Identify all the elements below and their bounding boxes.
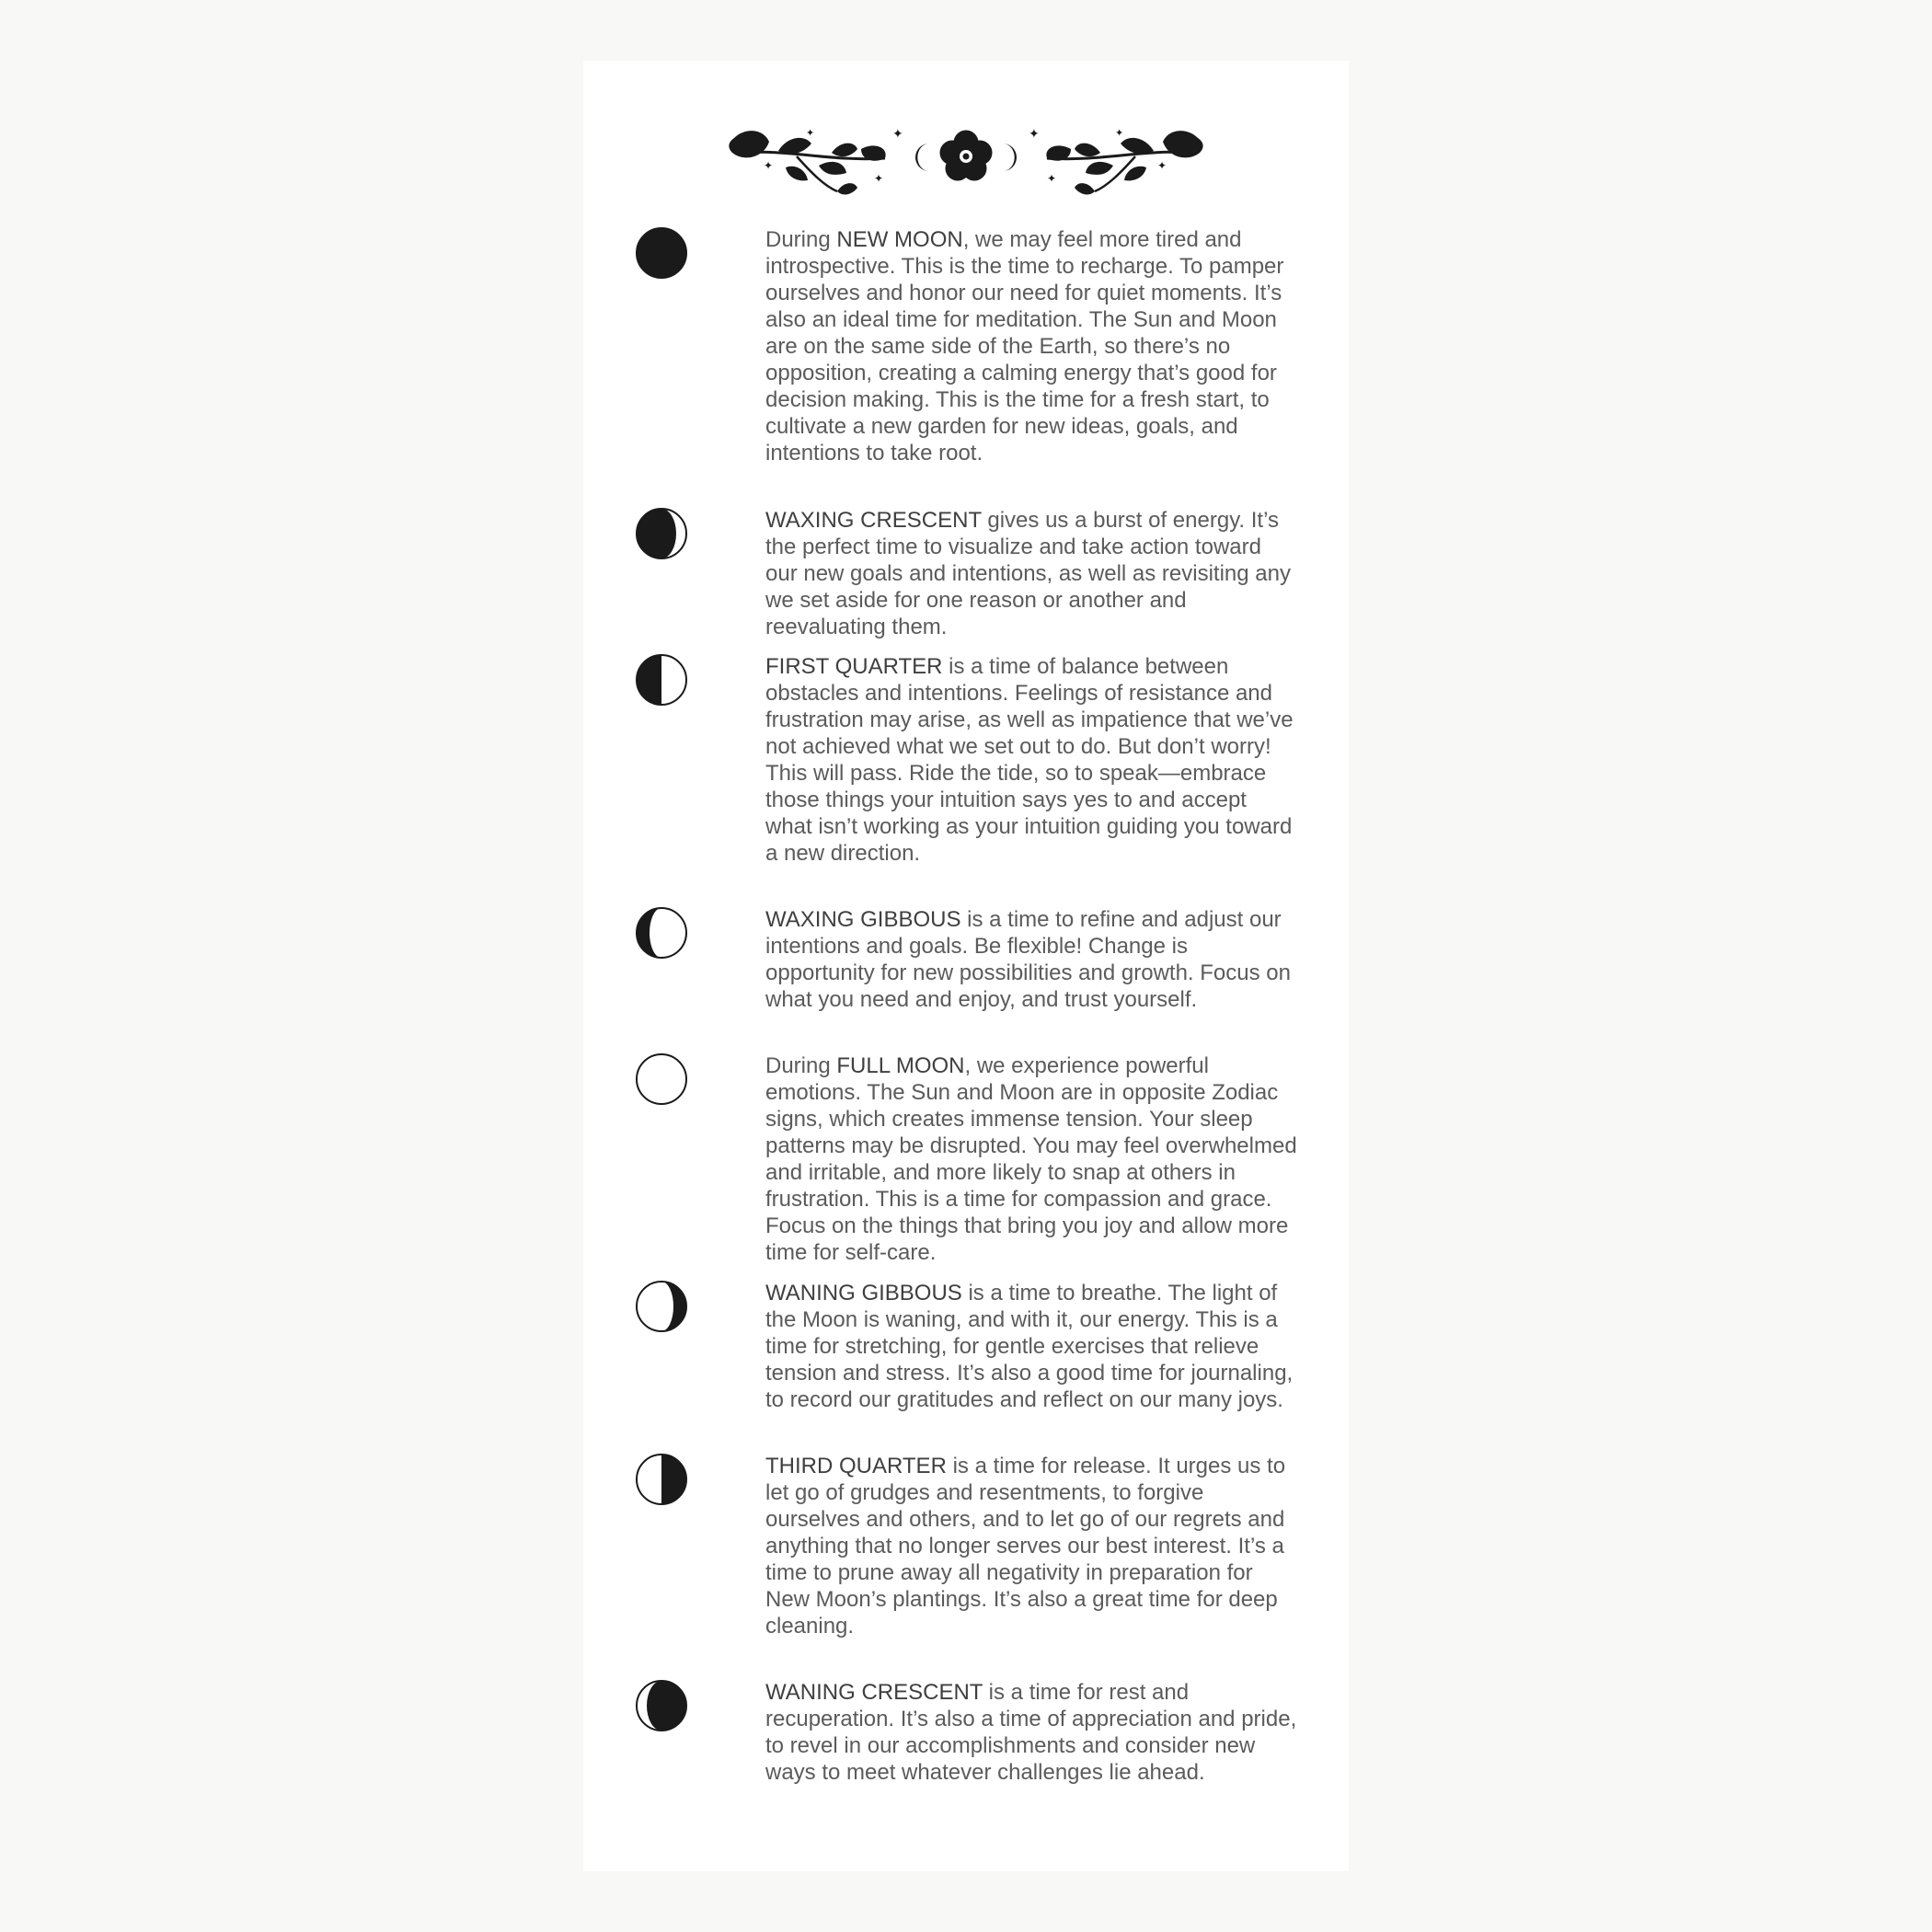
svg-text:✦: ✦	[892, 127, 903, 142]
phase-name: WAXING CRESCENT	[765, 508, 982, 533]
full-moon-icon	[635, 1052, 688, 1106]
svg-text:✦: ✦	[764, 159, 774, 172]
phase-description: During FULL MOON, we experience powerful emotions. The Sun and Moon are in opposite Zodiac signs, which creates immense tension. Your sleep patterns may be disrupted. You may feel overwhelmed and irritable, and more likely to snap at others in frustration. This is a time for compassion and grace. Focus on the things that bring you joy and allow more time for self-care.	[765, 1053, 1297, 1265]
floral-moon-ornament-icon	[723, 116, 1209, 199]
phase-description: WANING CRESCENT is a time for rest and recuperation. It’s also a time of appreciation and pride, to revel in our accomplishments and consider new ways to meet whatever challenges lie ahead.	[765, 1680, 1297, 1785]
new-moon-icon	[635, 226, 688, 280]
waning-crescent-icon	[635, 1679, 688, 1732]
phase-name: FIRST QUARTER	[765, 654, 943, 679]
waxing-crescent-icon	[635, 507, 688, 560]
phase-description: THIRD QUARTER is a time for release. It urges us to let go of grudges and resentments, to forgive ourselves and others, and to let go of our regrets and anything that no longer serves our best interest. It’s a time to prune away all negativity in preparation for New Moon’s plantings. It’s also a great time for deep cleaning.	[765, 1454, 1286, 1639]
svg-text:✦: ✦	[874, 172, 884, 185]
moon-phases-card	[583, 61, 1349, 1871]
phase-description: During NEW MOON, we may feel more tired and introspective. This is the time to recharge. To pamper ourselves and honor our need for quiet moments. It’s also an ideal time for meditation. The Sun and Moon are on the same side of the Earth, so there’s no opposition, creating a calming energy that’s good for decision making. This is the time for a fresh start, to cultivate a new garden for new ideas, goals, and intentions to take root.	[765, 227, 1284, 466]
phase-description: WAXING GIBBOUS is a time to refine and adjust our intentions and goals. Be flexible! Change is opportunity for new possibilities and growth. Focus on what you need and enjoy, and trust yourself.	[765, 907, 1291, 1012]
phase-description: WAXING CRESCENT gives us a burst of energy. It’s the perfect time to visualize and take action toward our new goals and intentions, as well as revisiting any we set aside for one reason or another and reevaluating them.	[765, 508, 1291, 639]
third-quarter-icon	[635, 1453, 688, 1506]
phase-description: WANING GIBBOUS is a time to breathe. The light of the Moon is waning, and with it, our energy. This is a time for stretching, for gentle exercises that relieve tension and stress. It’s also a good time for journaling, to record our gratitudes and reflect on our many joys.	[765, 1281, 1294, 1412]
svg-text:✦: ✦	[1047, 172, 1057, 185]
phase-name: THIRD QUARTER	[765, 1454, 947, 1478]
phase-name: FULL MOON	[836, 1053, 965, 1078]
phase-name: WANING GIBBOUS	[765, 1281, 962, 1305]
svg-text:✦: ✦	[806, 127, 815, 139]
phase-name: WAXING GIBBOUS	[765, 907, 961, 932]
waxing-gibbous-icon	[635, 906, 688, 960]
svg-text:✦: ✦	[1157, 159, 1167, 172]
waning-gibbous-icon	[635, 1280, 688, 1333]
phase-description: FIRST QUARTER is a time of balance between obstacles and intentions. Feelings of resistance and frustration may arise, as well as impatience that we’ve not achieved what we set out to do. But don’t worry! This will pass. Ride the tide, so to speak—embrace those things your intuition says yes to and accept what isn’t working as your intuition guiding you toward a new direction.	[765, 654, 1294, 866]
svg-text:✦: ✦	[1029, 127, 1040, 142]
phase-name: NEW MOON	[836, 227, 963, 252]
phase-name: WANING CRESCENT	[765, 1680, 983, 1705]
first-quarter-icon	[635, 653, 688, 707]
svg-text:✦: ✦	[1115, 127, 1124, 139]
